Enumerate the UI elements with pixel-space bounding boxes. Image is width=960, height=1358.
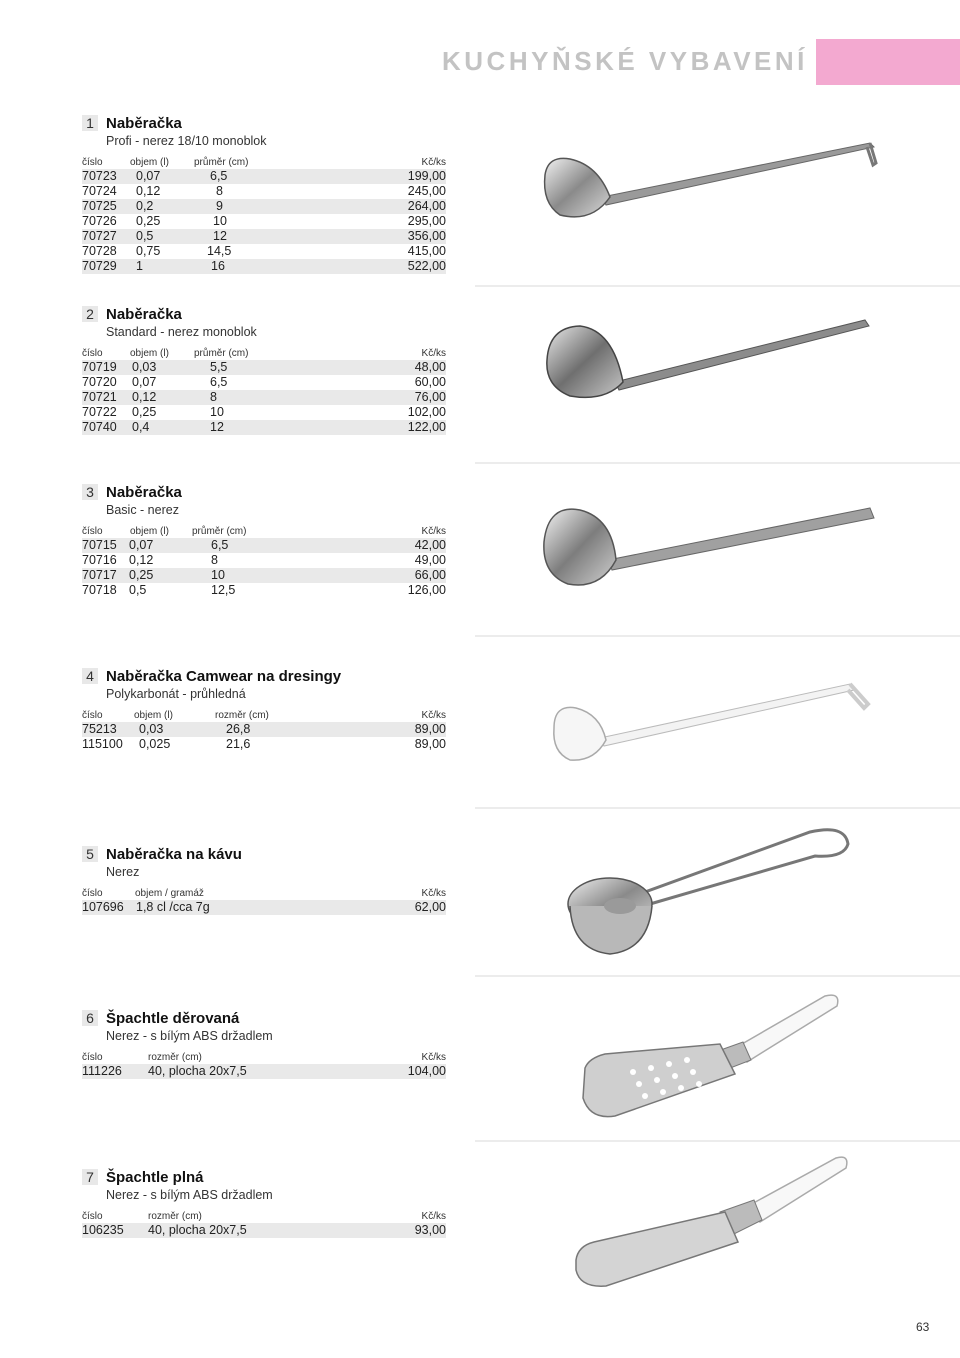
- cell-volume: 0,25: [132, 405, 157, 419]
- cell-number: 70729: [82, 259, 117, 273]
- cell-volume: 1: [136, 259, 143, 273]
- product-number: 4: [82, 668, 98, 684]
- product-title-row: [82, 306, 446, 324]
- product-number: 5: [82, 846, 98, 862]
- cell-volume: 0,03: [132, 360, 157, 374]
- cell-diameter: 16: [211, 259, 225, 273]
- product-title: Naběračka: [106, 115, 182, 132]
- ladle-polycarbonate-image: [550, 668, 880, 768]
- header-accent-bar: [816, 39, 960, 85]
- product-3: [82, 484, 446, 598]
- cell-volume-weight: 1,8 cl /cca 7g: [136, 900, 210, 914]
- table-row: [82, 420, 446, 435]
- table-row: [82, 184, 446, 199]
- product-title: Naběračka Camwear na dresingy: [106, 668, 342, 685]
- cell-price: 245,00: [407, 184, 446, 198]
- cell-price: 89,00: [414, 737, 446, 751]
- cell-price: 93,00: [414, 1223, 446, 1237]
- product-number: 3: [82, 484, 98, 500]
- table-header: [82, 887, 446, 900]
- table-header: [82, 1051, 446, 1064]
- col-header-number: číslo: [82, 888, 103, 899]
- col-header-price: Kč/ks: [421, 888, 446, 899]
- cell-price: 60,00: [414, 375, 446, 389]
- cell-number: 70724: [82, 184, 117, 198]
- cell-price: 48,00: [414, 360, 446, 374]
- cell-number: 111226: [82, 1064, 122, 1078]
- table-row: [82, 737, 446, 752]
- section-divider: [475, 975, 960, 977]
- cell-diameter: 12: [213, 229, 227, 243]
- cell-price: 126,00: [407, 583, 446, 597]
- product-subtitle: Nerez: [106, 865, 140, 879]
- table-row: [82, 568, 446, 583]
- cell-diameter: 10: [213, 214, 227, 228]
- cell-price: 89,00: [414, 722, 446, 736]
- section-divider: [475, 285, 960, 287]
- table-row: [82, 722, 446, 737]
- cell-number: 70725: [82, 199, 117, 213]
- cell-volume: 0,12: [136, 184, 161, 198]
- table-row: [82, 169, 446, 184]
- cell-size: 21,6: [226, 737, 251, 751]
- cell-price: 264,00: [407, 199, 446, 213]
- cell-volume: 0,07: [136, 169, 161, 183]
- cell-diameter: 8: [210, 390, 217, 404]
- col-header-size: rozměr (cm): [148, 1052, 202, 1063]
- cell-number: 70719: [82, 360, 117, 374]
- cell-number: 70727: [82, 229, 117, 243]
- col-header-volume-weight: objem / gramáž: [135, 888, 204, 899]
- cell-number: 70728: [82, 244, 117, 258]
- cell-number: 70716: [82, 553, 117, 567]
- cell-volume: 0,03: [139, 722, 164, 736]
- table-row: [82, 244, 446, 259]
- cell-price: 49,00: [414, 553, 446, 567]
- col-header-price: Kč/ks: [421, 710, 446, 721]
- cell-price: 356,00: [407, 229, 446, 243]
- table-row: [82, 553, 446, 568]
- section-divider: [475, 807, 960, 809]
- cell-number: 70726: [82, 214, 117, 228]
- table-row: [82, 1223, 446, 1238]
- col-header-price: Kč/ks: [421, 157, 446, 168]
- cell-volume: 0,5: [136, 229, 154, 243]
- table-row: [82, 583, 446, 598]
- cell-number: 70721: [82, 390, 117, 404]
- col-header-price: Kč/ks: [421, 348, 446, 359]
- cell-number: 70723: [82, 169, 117, 183]
- table-header: [82, 525, 446, 538]
- cell-number: 70722: [82, 405, 117, 419]
- cell-volume: 0,2: [136, 199, 154, 213]
- product-4: [82, 668, 446, 752]
- table-row: [82, 900, 446, 915]
- table-row: [82, 259, 446, 274]
- cell-diameter: 10: [211, 568, 225, 582]
- col-header-number: číslo: [82, 710, 103, 721]
- product-title-row: [82, 484, 446, 502]
- cell-diameter: 5,5: [210, 360, 228, 374]
- col-header-number: číslo: [82, 1211, 103, 1222]
- product-subtitle: Standard - nerez monoblok: [106, 325, 257, 339]
- table-row: [82, 375, 446, 390]
- product-2: [82, 306, 446, 435]
- product-title-row: [82, 1169, 446, 1187]
- cell-price: 62,00: [414, 900, 446, 914]
- cell-price: 522,00: [407, 259, 446, 273]
- col-header-price: Kč/ks: [421, 1211, 446, 1222]
- product-number: 1: [82, 115, 98, 131]
- cell-diameter: 12,5: [211, 583, 236, 597]
- cell-diameter: 9: [216, 199, 223, 213]
- col-header-diameter: průměr (cm): [192, 526, 247, 537]
- cell-price: 104,00: [407, 1064, 446, 1078]
- col-header-volume: objem (l): [130, 526, 169, 537]
- product-number: 6: [82, 1010, 98, 1026]
- cell-diameter: 8: [216, 184, 223, 198]
- product-subtitle: Profi - nerez 18/10 monoblok: [106, 134, 267, 148]
- table-row: [82, 405, 446, 420]
- cell-price: 66,00: [414, 568, 446, 582]
- cell-diameter: 10: [210, 405, 224, 419]
- cell-size: 26,8: [226, 722, 251, 736]
- cell-diameter: 8: [211, 553, 218, 567]
- cell-number: 106235: [82, 1223, 124, 1237]
- section-divider: [475, 635, 960, 637]
- cell-number: 70720: [82, 375, 117, 389]
- col-header-diameter: průměr (cm): [194, 157, 249, 168]
- section-divider: [475, 1140, 960, 1142]
- product-title-row: [82, 1010, 446, 1028]
- cell-volume: 0,4: [132, 420, 150, 434]
- page-header-title: KUCHYŇSKÉ VYBAVENÍ: [442, 46, 808, 76]
- cell-price: 42,00: [414, 538, 446, 552]
- cell-volume: 0,12: [132, 390, 157, 404]
- cell-volume: 0,5: [129, 583, 147, 597]
- product-subtitle: Polykarbonát - průhledná: [106, 687, 246, 701]
- cell-diameter: 6,5: [211, 538, 229, 552]
- cell-price: 199,00: [407, 169, 446, 183]
- page-number: 63: [916, 1320, 930, 1334]
- cell-diameter: 6,5: [210, 169, 228, 183]
- product-title: Špachtle plná: [106, 1169, 204, 1186]
- solid-spatula-image: [570, 1150, 855, 1290]
- product-number: 2: [82, 306, 98, 322]
- product-number: 7: [82, 1169, 98, 1185]
- cell-number: 107696: [82, 900, 124, 914]
- col-header-number: číslo: [82, 157, 103, 168]
- ladle-standard-image: [545, 312, 875, 402]
- product-title: Naběračka: [106, 484, 182, 501]
- product-1: [82, 115, 446, 274]
- ladle-profi-image: [540, 135, 880, 230]
- cell-size: 40, plocha 20x7,5: [148, 1064, 247, 1078]
- cell-number: 70718: [82, 583, 117, 597]
- section-divider: [475, 462, 960, 464]
- cell-price: 122,00: [407, 420, 446, 434]
- table-row: [82, 390, 446, 405]
- cell-volume: 0,25: [129, 568, 154, 582]
- table-header: [82, 347, 446, 360]
- table-row: [82, 538, 446, 553]
- col-header-diameter: průměr (cm): [194, 348, 249, 359]
- table-row: [82, 360, 446, 375]
- product-subtitle: Nerez - s bílým ABS držadlem: [106, 1188, 273, 1202]
- col-header-number: číslo: [82, 348, 103, 359]
- perforated-spatula-image: [575, 988, 845, 1123]
- cell-size: 40, plocha 20x7,5: [148, 1223, 247, 1237]
- cell-diameter: 6,5: [210, 375, 228, 389]
- cell-volume: 0,12: [129, 553, 154, 567]
- table-row: [82, 214, 446, 229]
- table-header: [82, 156, 446, 169]
- table-row: [82, 199, 446, 214]
- product-title-row: [82, 115, 446, 133]
- col-header-price: Kč/ks: [421, 526, 446, 537]
- cell-number: 75213: [82, 722, 117, 736]
- coffee-scoop-image: [560, 822, 855, 962]
- product-title-row: [82, 846, 446, 864]
- cell-price: 102,00: [407, 405, 446, 419]
- product-title: Naběračka na kávu: [106, 846, 242, 863]
- product-title-row: [82, 668, 446, 686]
- table-header: [82, 1210, 446, 1223]
- col-header-volume: objem (l): [130, 157, 169, 168]
- ladle-basic-image: [540, 498, 880, 593]
- product-title: Naběračka: [106, 306, 182, 323]
- cell-volume: 0,07: [129, 538, 154, 552]
- cell-volume: 0,07: [132, 375, 157, 389]
- table-row: [82, 1064, 446, 1079]
- product-6: [82, 1010, 446, 1079]
- table-header: [82, 709, 446, 722]
- col-header-size: rozměr (cm): [148, 1211, 202, 1222]
- cell-price: 76,00: [414, 390, 446, 404]
- table-row: [82, 229, 446, 244]
- cell-diameter: 12: [210, 420, 224, 434]
- col-header-size: rozměr (cm): [215, 710, 269, 721]
- cell-price: 415,00: [407, 244, 446, 258]
- cell-number: 115100: [82, 737, 123, 751]
- product-subtitle: Nerez - s bílým ABS držadlem: [106, 1029, 273, 1043]
- product-7: [82, 1169, 446, 1238]
- cell-number: 70740: [82, 420, 117, 434]
- cell-number: 70717: [82, 568, 117, 582]
- product-subtitle: Basic - nerez: [106, 503, 179, 517]
- cell-volume: 0,25: [136, 214, 161, 228]
- cell-volume: 0,75: [136, 244, 161, 258]
- product-title: Špachtle děrovaná: [106, 1010, 240, 1027]
- cell-volume: 0,025: [139, 737, 171, 751]
- col-header-price: Kč/ks: [421, 1052, 446, 1063]
- col-header-volume: objem (l): [134, 710, 173, 721]
- col-header-volume: objem (l): [130, 348, 169, 359]
- product-5: [82, 846, 446, 915]
- cell-diameter: 14,5: [207, 244, 232, 258]
- col-header-number: číslo: [82, 1052, 103, 1063]
- cell-number: 70715: [82, 538, 117, 552]
- cell-price: 295,00: [407, 214, 446, 228]
- col-header-number: číslo: [82, 526, 103, 537]
